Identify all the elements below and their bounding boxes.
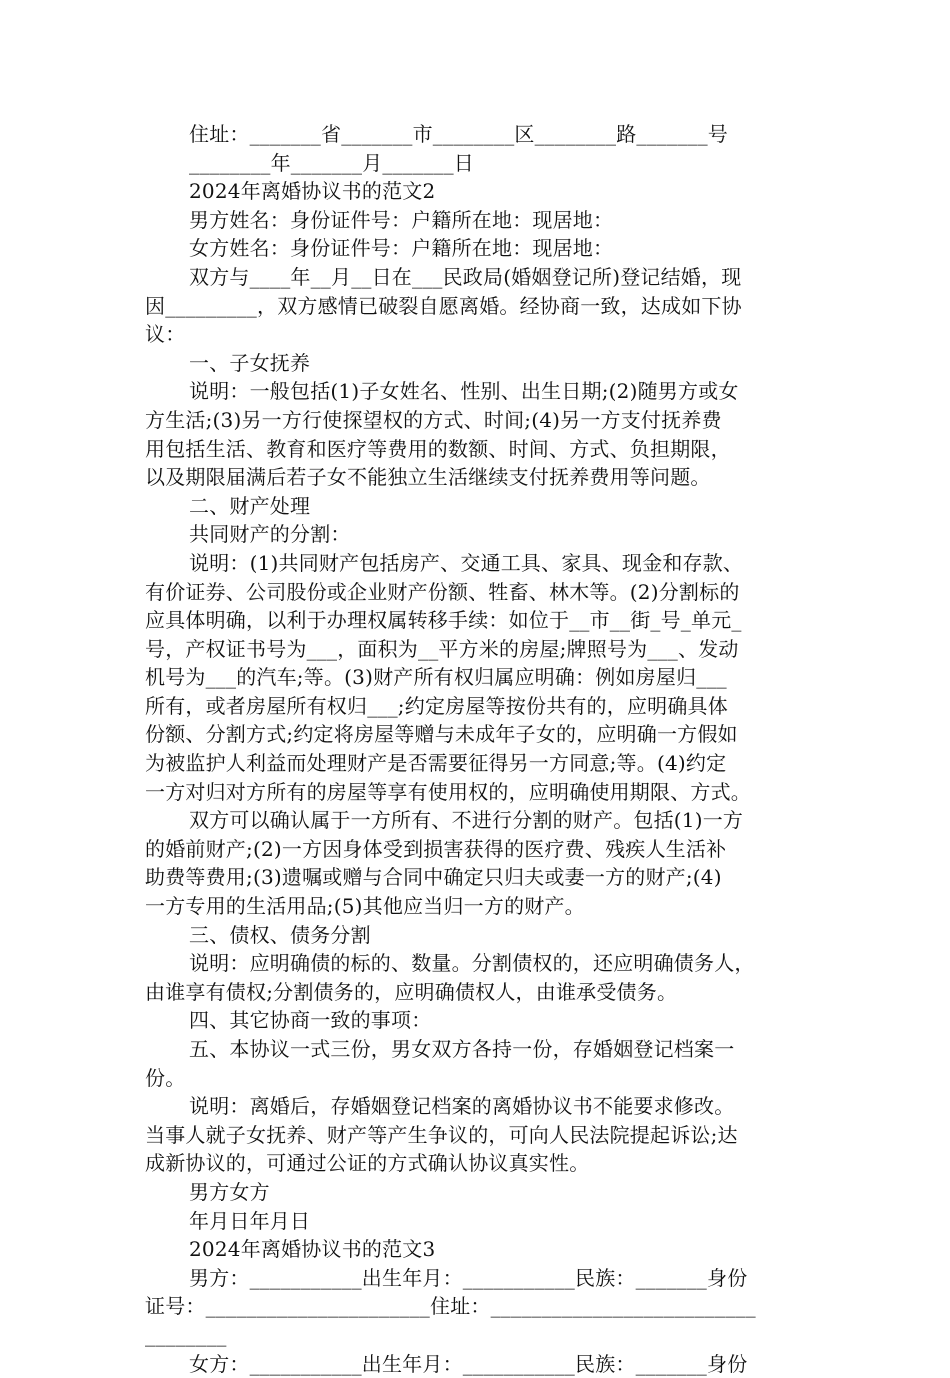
text-line: 住址：_______省_______市________区________路_______号 — [189, 122, 728, 146]
text-line: 当事人就子女抚养、财产等产生争议的，可向人民法院提起诉讼;达 — [145, 1122, 738, 1147]
text-line: 四、其它协商一致的事项： — [189, 1008, 432, 1033]
text-line: 2024年离婚协议书的范文3 — [189, 1237, 436, 1262]
text-line: 男方姓名：身份证件号：户籍所在地：现居地： — [189, 207, 614, 232]
text-line: 所有，或者房屋所有权归___;约定房屋等按份共有的，应明确具体 — [145, 693, 728, 718]
text-line: ________年_______月_______日 — [189, 150, 474, 175]
text-line: 证号：______________________住址：__________________________ — [145, 1294, 756, 1319]
text-line: 号，产权证书号为___，面积为__平方米的房屋;牌照号为___、发动 — [145, 636, 739, 661]
text-line: 一方专用的生活用品;(5)其他应当归一方的财产。 — [145, 894, 585, 919]
text-line: 二、财产处理 — [189, 493, 311, 518]
text-line: 女方：___________出生年月：___________民族：_______身份 — [189, 1351, 748, 1376]
text-line: 说明：(1)共同财产包括房产、交通工具、家具、现金和存款、 — [189, 550, 744, 575]
text-line: 议： — [145, 322, 186, 347]
text-line: 女方姓名：身份证件号：户籍所在地：现居地： — [189, 236, 614, 261]
text-line: 说明：离婚后，存婚姻登记档案的离婚协议书不能要求修改。 — [189, 1094, 735, 1119]
text-line: 用包括生活、教育和医疗等费用的数额、时间、方式、负担期限， — [145, 436, 731, 461]
text-line: 的婚前财产;(2)一方因身体受到损害获得的医疗费、残疾人生活补 — [145, 836, 727, 861]
text-line: 方生活;(3)另一方行使探望权的方式、时间;(4)另一方支付抚养费 — [145, 407, 722, 432]
text-line: 五、本协议一式三份，男女双方各持一份，存婚姻登记档案一 — [189, 1037, 735, 1061]
document-page — [145, 120, 810, 1378]
text-line: 一、子女抚养 — [189, 350, 311, 375]
text-line: 为被监护人利益而处理财产是否需要征得另一方同意;等。(4)约定 — [145, 751, 727, 776]
text-line: 以及期限届满后若子女不能独立生活继续支付抚养费用等问题。 — [145, 465, 711, 490]
text-line: 助费等费用;(3)遗嘱或赠与合同中确定只归夫或妻一方的财产;(4) — [145, 865, 722, 890]
text-line: 2024年离婚协议书的范文2 — [189, 179, 436, 204]
text-line: 因_________，双方感情已破裂自愿离婚。经协商一致，达成如下协 — [145, 293, 742, 318]
text-line: 说明：一般包括(1)子女姓名、性别、出生日期;(2)随男方或女 — [189, 379, 739, 404]
text-line: 机号为___的汽车;等。(3)财产所有权归属应明确：例如房屋归___ — [145, 665, 727, 690]
text-line: 说明：应明确债的标的、数量。分割债权的，还应明确债务人， — [189, 951, 755, 976]
text-line: 三、债权、债务分割 — [189, 922, 371, 947]
text-line: 份。 — [145, 1065, 186, 1090]
text-line: 男方：___________出生年月：___________民族：_______身份 — [189, 1265, 748, 1290]
text-line: 应具体明确，以利于办理权属转移手续：如位于__市__街_号_单元_ — [145, 608, 742, 633]
text-line: 由谁享有债权;分割债务的，应明确债权人，由谁承受债务。 — [145, 979, 678, 1004]
text-line: 份额、分割方式;约定将房屋等赠与未成年子女的，应明确一方假如 — [145, 722, 738, 747]
text-line: 共同财产的分割： — [189, 522, 351, 547]
text-line: 一方对归对方所有的房屋等享有使用权的，应明确使用期限、方式。 — [145, 779, 751, 804]
text-line: 有价证券、公司股份或企业财产份额、牲畜、林木等。(2)分割标的 — [145, 579, 740, 604]
text-line: 双方与____年__月__日在___民政局(婚姻登记所)登记结婚，现 — [189, 264, 742, 289]
text-line: 双方可以确认属于一方所有、不进行分割的财产。包括(1)一方 — [189, 808, 744, 833]
text-line: 男方女方 — [189, 1179, 270, 1204]
text-line: 年月日年月日 — [189, 1208, 311, 1233]
text-line: 成新协议的，可通过公证的方式确认协议真实性。 — [145, 1151, 590, 1176]
text-line: ________ — [145, 1322, 227, 1347]
